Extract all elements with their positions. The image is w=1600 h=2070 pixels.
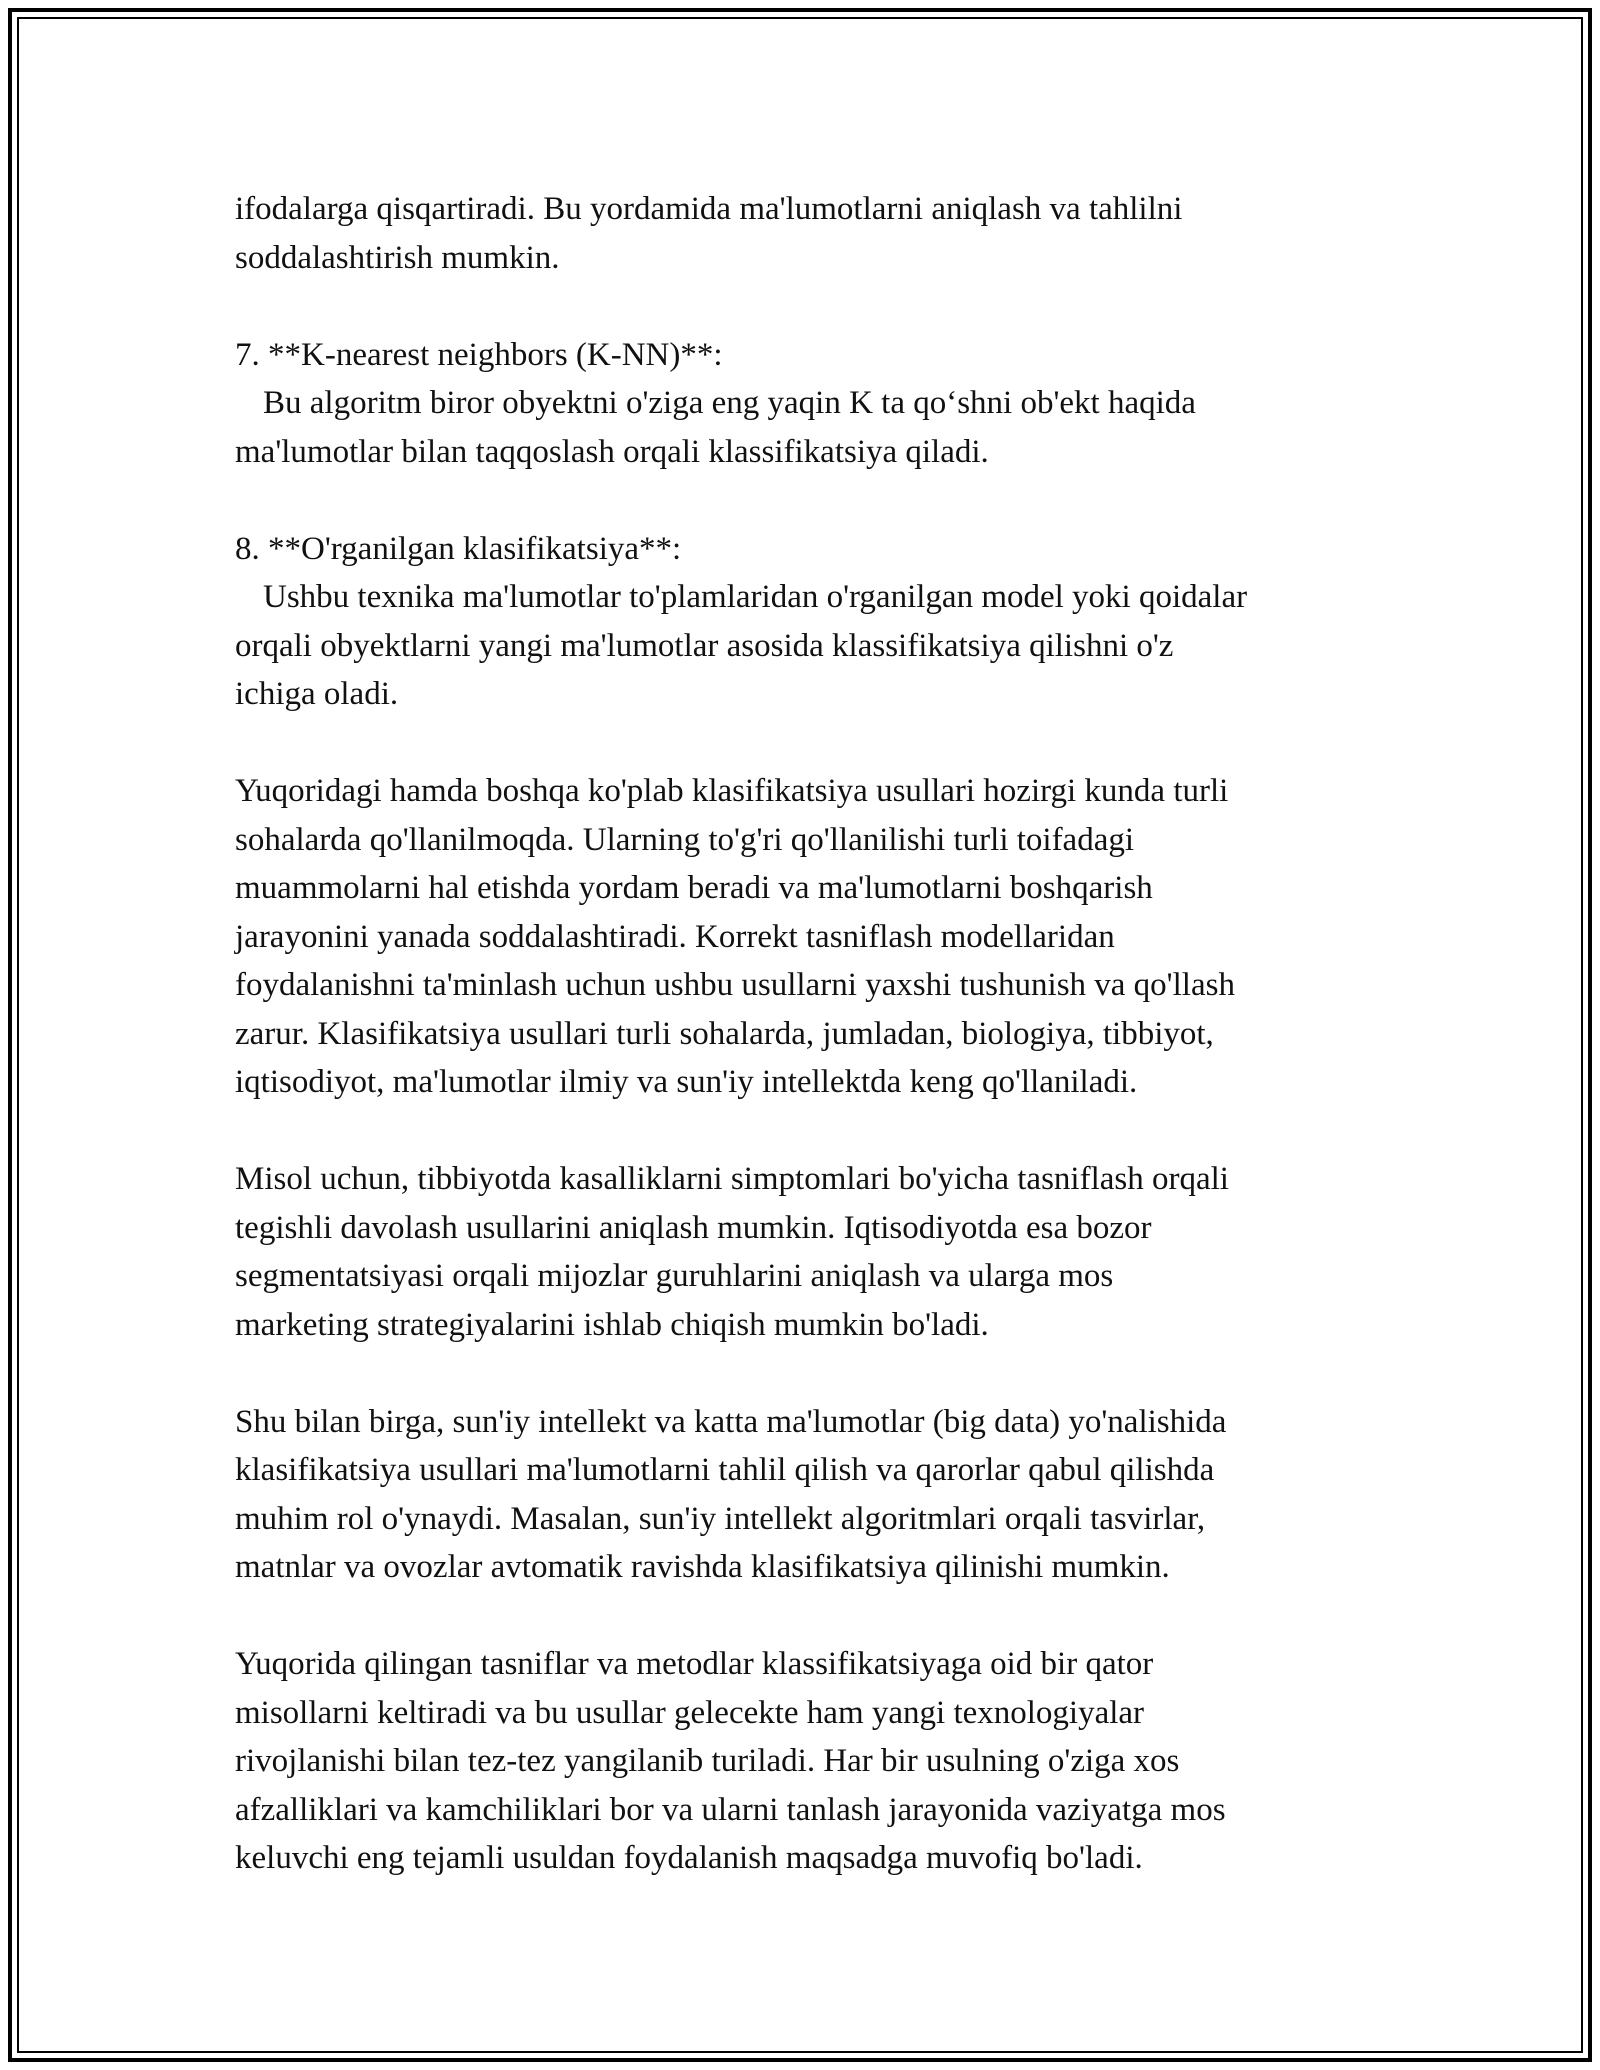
text-line: ma'lumotlar bilan taqqoslash orqali klassifikatsiya qiladi. — [235, 433, 989, 470]
text-line: muhim rol o'ynaydi. Masalan, sun'iy intellekt algoritmlari orqali tasvirlar, — [235, 1500, 1206, 1537]
paragraph-learned-classification — [235, 525, 1385, 719]
paragraph-example — [235, 1155, 1385, 1349]
text-line: tegishli davolash usullarini aniqlash mumkin. Iqtisodiyotda esa bozor — [235, 1209, 1152, 1246]
text-line: Ushbu texnika ma'lumotlar to'plamlaridan o'rganilgan model yoki qoidalar — [263, 579, 1248, 615]
text-line: Shu bilan birga, sun'iy intellekt va katta ma'lumotlar (big data) yo'nalishida — [235, 1403, 1227, 1440]
text-line: sohalarda qo'llanilmoqda. Ularning to'g'ri qo'llanilishi turli toifadagi — [235, 821, 1135, 858]
paragraph-continuation — [235, 185, 1385, 282]
text-line: muammolarni hal etishda yordam beradi va ma'lumotlarni boshqarish — [235, 870, 1153, 906]
text-line: afzalliklari va kamchiliklari bor va ularni tanlash jarayonida vaziyatga mos — [235, 1791, 1226, 1828]
paragraph-overview — [235, 767, 1385, 1107]
paragraph-ai — [235, 1398, 1385, 1592]
text-line: ichiga oladi. — [235, 676, 399, 712]
list-item-heading: 8. **O'rganilgan klasifikatsiya**: — [235, 530, 682, 567]
text-line: soddalashtirish mumkin. — [235, 239, 560, 276]
text-line: zarur. Klasifikatsiya usullari turli sohalarda, jumladan, biologiya, tibbiyot, — [235, 1015, 1214, 1052]
text-line: Misol uchun, tibbiyotda kasalliklarni simptomlari bo'yicha tasniflash orqali — [235, 1161, 1229, 1197]
text-line: klasifikatsiya usullari ma'lumotlarni tahlil qilish va qarorlar qabul qilishda — [235, 1452, 1215, 1488]
text-line: keluvchi eng tejamli usuldan foydalanish maqsadga muvofiq bo'ladi. — [235, 1840, 1143, 1876]
paragraph-knn — [235, 331, 1385, 477]
document-body — [235, 185, 1385, 1931]
paragraph-conclusion — [235, 1640, 1385, 1883]
text-line: Yuqorida qilingan tasniflar va metodlar klassifikatsiyaga oid bir qator — [235, 1646, 1154, 1682]
text-line: iqtisodiyot, ma'lumotlar ilmiy va sun'iy intellektda keng qo'llaniladi. — [235, 1064, 1138, 1100]
text-line: misollarni keltiradi va bu usullar gelecekte ham yangi texnologiyalar — [235, 1694, 1145, 1731]
text-line: marketing strategiyalarini ishlab chiqish mumkin bo'ladi. — [235, 1306, 989, 1343]
text-line: Bu algoritm biror obyektni o'ziga eng yaqin K ta qo‘shni ob'ekt haqida — [263, 385, 1196, 421]
text-line: rivojlanishi bilan tez-tez yangilanib turiladi. Har bir usulning o'ziga xos — [235, 1743, 1180, 1779]
list-item-heading: 7. **K-nearest neighbors (K-NN)**: — [235, 336, 723, 373]
text-line: matnlar va ovozlar avtomatik ravishda klasifikatsiya qilinishi mumkin. — [235, 1549, 1170, 1585]
text-line: jarayonini yanada soddalashtiradi. Korrekt tasniflash modellaridan — [235, 918, 1115, 955]
text-line: ifodalarga qisqartiradi. Bu yordamida ma'lumotlarni aniqlash va tahlilni — [235, 191, 1183, 227]
text-line: Yuqoridagi hamda boshqa ko'plab klasifikatsiya usullari hozirgi kunda turli — [235, 773, 1229, 809]
text-line: orqali obyektlarni yangi ma'lumotlar asosida klassifikatsiya qilishni o'z — [235, 627, 1174, 664]
text-line: segmentatsiyasi orqali mijozlar guruhlarini aniqlash va ularga mos — [235, 1258, 1114, 1294]
text-line: foydalanishni ta'minlash uchun ushbu usullarni yaxshi tushunish va qo'llash — [235, 967, 1235, 1003]
